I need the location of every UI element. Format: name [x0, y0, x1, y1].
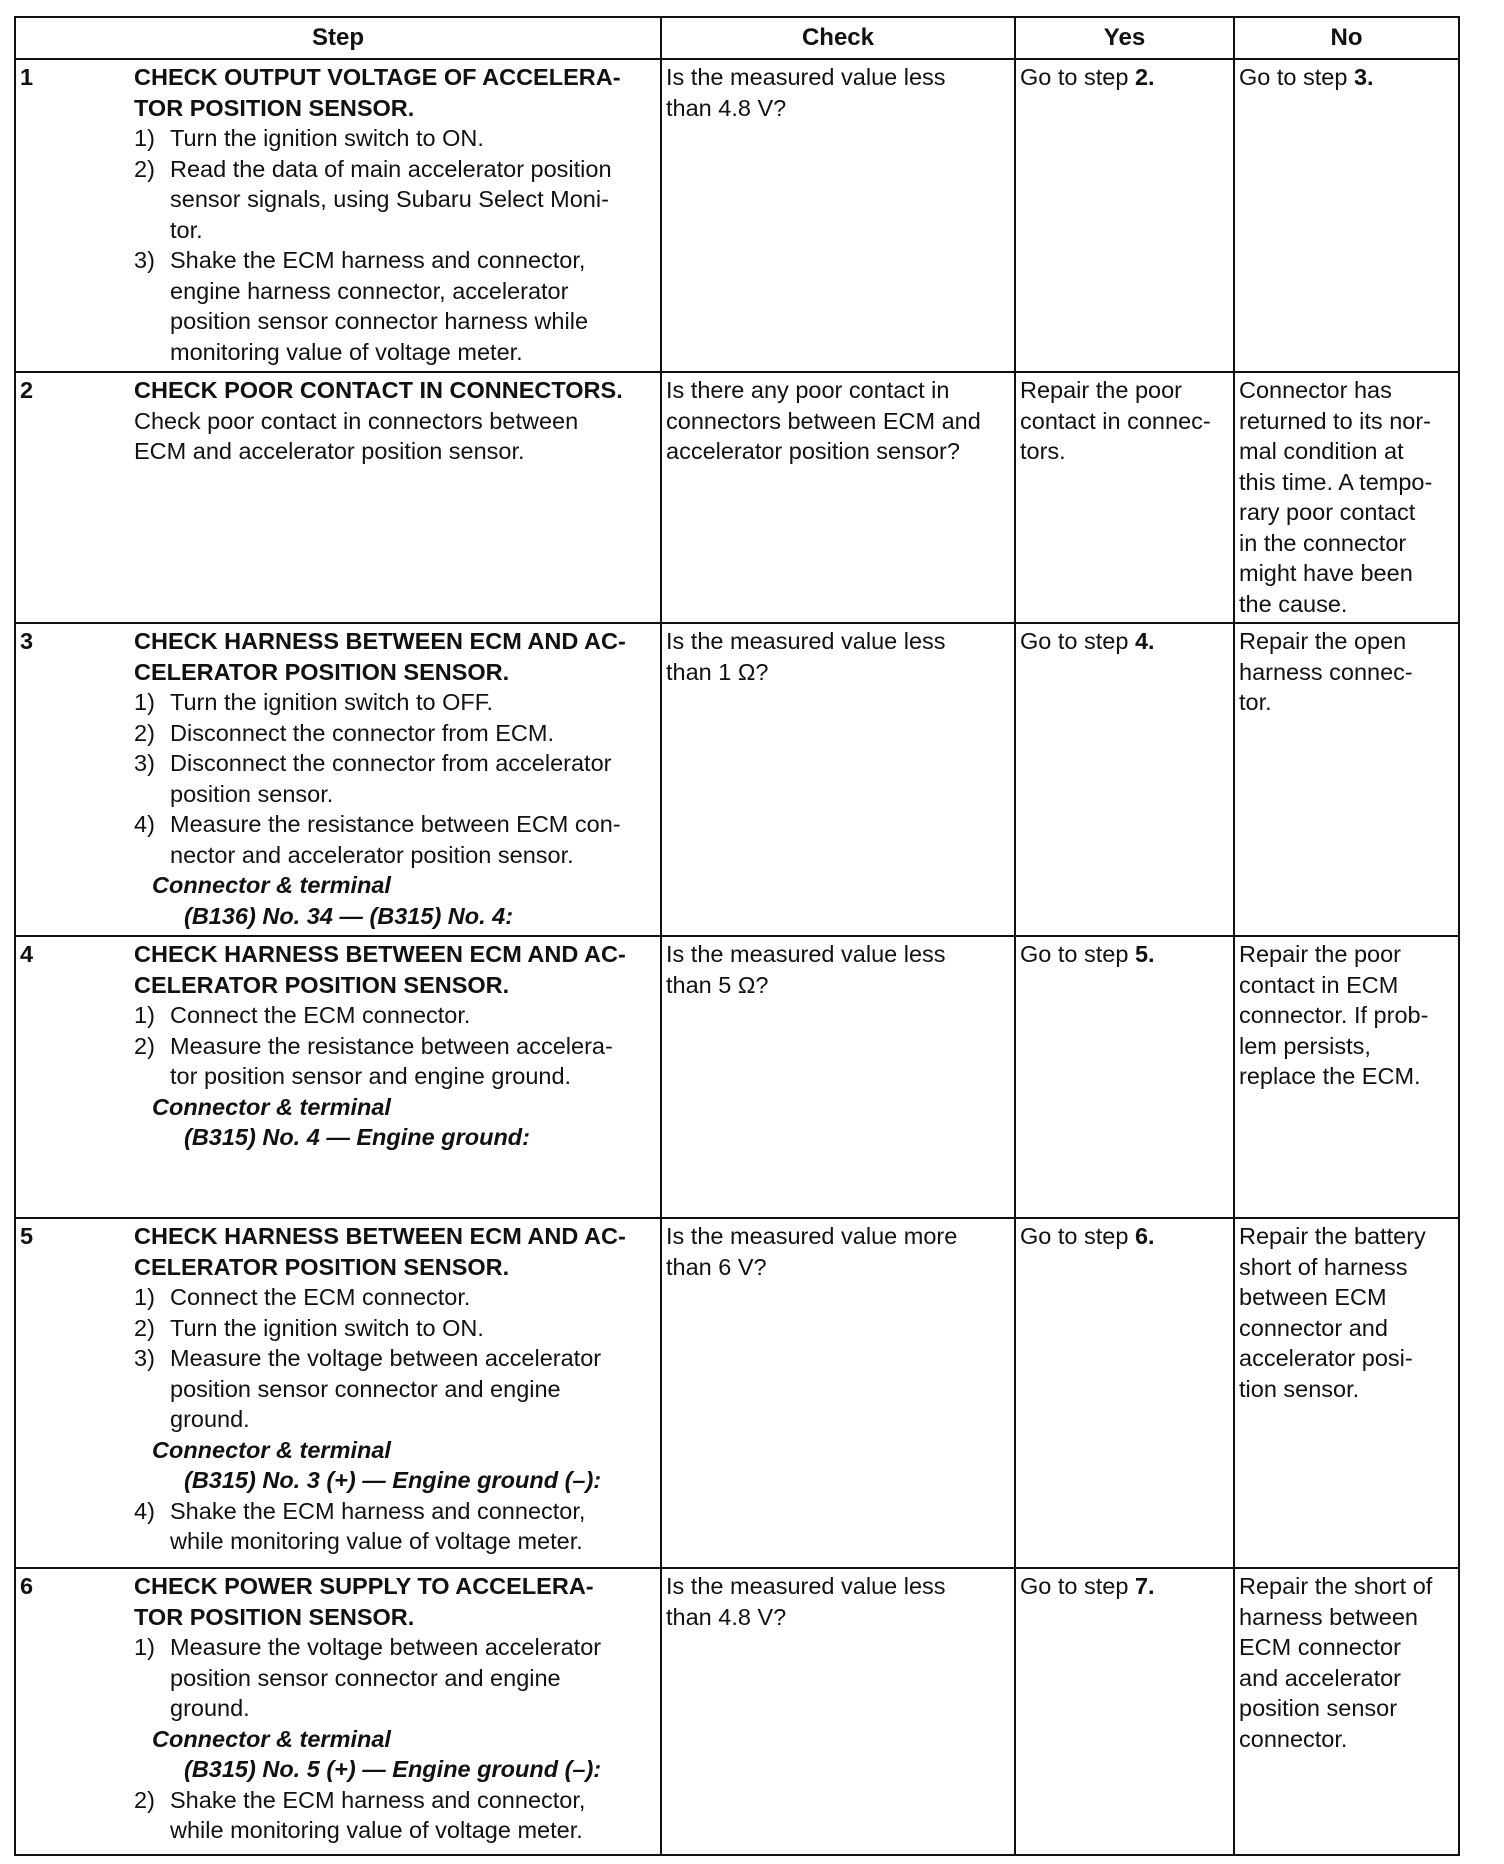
instruction-item [134, 1343, 654, 1435]
check-line: Is the measured value more [666, 1223, 958, 1249]
instruction-line: Shake the ECM harness and connector, [170, 247, 586, 273]
instruction-item [134, 1496, 654, 1557]
instruction-number: 3) [134, 1345, 155, 1371]
instruction-line: Disconnect the connector from ECM. [170, 719, 554, 746]
instruction-item [134, 1632, 654, 1724]
instruction-line: Turn the ignition switch to ON. [170, 1314, 484, 1341]
no-line: connector. If prob- [1239, 1002, 1429, 1028]
no-line: connector and [1239, 1314, 1388, 1341]
instruction-item [134, 718, 654, 749]
step-cell [15, 1218, 661, 1568]
no-line: harness connec- [1239, 658, 1413, 685]
no-line: between ECM [1239, 1284, 1387, 1310]
yes-step-ref: 5. [1134, 941, 1155, 967]
table-row [15, 623, 1459, 936]
check-line: Is the measured value less [666, 941, 946, 967]
yes-cell [1015, 1218, 1234, 1568]
instruction-text [170, 245, 654, 367]
connector-terminal-value: (B315) No. 4 — Engine ground: [184, 1124, 530, 1150]
step-title-line: CHECK POWER SUPPLY TO ACCELERA- [134, 1573, 594, 1599]
check-line: than 1 Ω? [666, 658, 769, 685]
instruction-text [170, 1632, 654, 1724]
header-no: No [1234, 17, 1459, 59]
check-cell [661, 623, 1015, 936]
instruction-text [170, 718, 654, 749]
instruction-line: Shake the ECM harness and connector, [170, 1786, 586, 1813]
instruction-line: while monitoring value of voltage meter. [170, 1817, 583, 1843]
instruction-number: 2) [134, 1786, 155, 1813]
instruction-text [170, 1496, 654, 1557]
no-cell [1234, 936, 1459, 1218]
instruction-line: Connect the ECM connector. [170, 1002, 471, 1028]
instruction-text [170, 1031, 654, 1092]
yes-goto-text: Go to step [1020, 941, 1135, 967]
instruction-item [134, 1785, 654, 1846]
instruction-number: 2) [134, 1314, 155, 1341]
yes-goto-text: Go to step [1020, 1223, 1135, 1249]
no-line: replace the ECM. [1239, 1063, 1421, 1089]
step-cell [15, 936, 661, 1218]
connector-terminal-value: (B315) No. 3 (+) — Engine ground (–): [184, 1467, 602, 1493]
check-line: connectors between ECM and [666, 407, 981, 434]
step-cell [15, 372, 661, 623]
instruction-line: monitoring value of voltage meter. [170, 338, 523, 365]
yes-goto-text: Go to step [1020, 64, 1135, 90]
step-body [134, 62, 656, 367]
no-goto-text: Go to step [1239, 64, 1354, 90]
no-cell [1234, 59, 1459, 372]
instruction-line: position sensor. [170, 780, 334, 807]
diagnostic-table [14, 16, 1460, 1856]
connector-terminal-label: Connector & terminal [152, 1093, 391, 1120]
yes-cell [1015, 372, 1234, 623]
check-line: accelerator position sensor? [666, 438, 960, 464]
instruction-line: Connect the ECM connector. [170, 1284, 471, 1310]
check-cell [661, 936, 1015, 1218]
check-cell [661, 1218, 1015, 1568]
step-number: 1 [20, 64, 34, 90]
step-body [134, 939, 656, 1153]
instruction-number: 2) [134, 719, 155, 746]
step-title [134, 939, 654, 1000]
no-cell [1234, 1568, 1459, 1855]
check-line: Is the measured value less [666, 64, 946, 90]
step-title-line: CELERATOR POSITION SENSOR. [134, 971, 510, 998]
step-body [134, 375, 656, 467]
step-title-line: CHECK HARNESS BETWEEN ECM AND AC- [134, 1223, 626, 1249]
step-title-line: CHECK HARNESS BETWEEN ECM AND AC- [134, 941, 626, 967]
instruction-line: ground. [170, 1695, 250, 1721]
no-line: short of harness [1239, 1253, 1408, 1280]
instruction-line: Disconnect the connector from accelerator [170, 750, 612, 776]
instruction-number: 1) [134, 1634, 155, 1660]
step-title [134, 375, 654, 406]
step-number: 3 [20, 628, 34, 654]
instruction-line: Shake the ECM harness and connector, [170, 1497, 586, 1524]
step-title [134, 62, 654, 123]
instruction-number: 1) [134, 1284, 155, 1310]
yes-cell [1015, 936, 1234, 1218]
step-cell [15, 59, 661, 372]
step-title-line: TOR POSITION SENSOR. [134, 1603, 415, 1630]
step-number: 2 [20, 377, 34, 403]
step-title-line: CELERATOR POSITION SENSOR. [134, 658, 510, 685]
instruction-text [170, 1313, 654, 1344]
table-row [15, 1568, 1459, 1855]
instruction-item [134, 748, 654, 809]
instruction-text [170, 748, 654, 809]
no-line: Repair the open [1239, 628, 1407, 654]
table-row [15, 1218, 1459, 1568]
check-cell [661, 59, 1015, 372]
instruction-item [134, 154, 654, 246]
instruction-text [170, 1000, 654, 1031]
instruction-item [134, 809, 654, 870]
instruction-item [134, 123, 654, 154]
instruction-line: ground. [170, 1406, 250, 1432]
no-line: connector. [1239, 1725, 1348, 1752]
instruction-line: position sensor connector harness while [170, 308, 589, 334]
step-title-line: CELERATOR POSITION SENSOR. [134, 1253, 510, 1280]
instruction-number: 2) [134, 1032, 155, 1059]
instruction-line: Turn the ignition switch to OFF. [170, 689, 494, 715]
check-line: than 4.8 V? [666, 94, 787, 121]
step-number: 4 [20, 941, 34, 967]
connector-terminal-value: (B315) No. 5 (+) — Engine ground (–): [184, 1756, 602, 1782]
check-line: Is the measured value less [666, 1573, 946, 1599]
instruction-text [170, 687, 654, 718]
check-cell [661, 1568, 1015, 1855]
no-line: returned to its nor- [1239, 407, 1432, 434]
step-description [134, 406, 654, 467]
yes-step-ref: 6. [1134, 1223, 1155, 1249]
yes-line: tors. [1020, 438, 1066, 464]
check-line: than 5 Ω? [666, 971, 769, 998]
no-line: ECM connector [1239, 1634, 1401, 1660]
step-title-line: CHECK OUTPUT VOLTAGE OF ACCELERA- [134, 64, 621, 90]
instruction-number: 4) [134, 1497, 155, 1524]
no-line: in the connector [1239, 529, 1407, 556]
no-line: position sensor [1239, 1695, 1398, 1721]
description-line: Check poor contact in connectors between [134, 407, 579, 434]
check-line: Is there any poor contact in [666, 377, 950, 403]
instruction-line: Measure the voltage between accelerator [170, 1345, 602, 1371]
instruction-line: Turn the ignition switch to ON. [170, 125, 484, 151]
no-line: lem persists, [1239, 1032, 1371, 1059]
no-line: Connector has [1239, 377, 1392, 403]
no-line: might have been [1239, 560, 1413, 586]
no-line: Repair the short of [1239, 1573, 1433, 1599]
check-cell [661, 372, 1015, 623]
instruction-line: position sensor connector and engine [170, 1664, 561, 1691]
instruction-line: Read the data of main accelerator position [170, 155, 612, 182]
instruction-line: nector and accelerator position sensor. [170, 841, 574, 868]
instruction-line: Measure the voltage between accelerator [170, 1634, 602, 1660]
instruction-line: Measure the resistance between ECM con- [170, 811, 621, 837]
step-body [134, 626, 656, 931]
instruction-number: 1) [134, 689, 155, 715]
no-line: Repair the battery [1239, 1223, 1426, 1249]
check-line: Is the measured value less [666, 628, 946, 654]
no-line: Repair the poor [1239, 941, 1401, 967]
instruction-number: 3) [134, 750, 155, 776]
header-check: Check [661, 17, 1015, 59]
step-body [134, 1571, 656, 1846]
table-body [15, 59, 1459, 1855]
no-line: contact in ECM [1239, 971, 1399, 998]
instruction-item [134, 1000, 654, 1031]
instruction-text [170, 154, 654, 246]
instruction-number: 1) [134, 1002, 155, 1028]
table-row [15, 59, 1459, 372]
no-step-ref: 3. [1353, 64, 1374, 90]
no-cell [1234, 1218, 1459, 1568]
step-cell [15, 623, 661, 936]
step-title-line: TOR POSITION SENSOR. [134, 94, 415, 121]
instruction-item [134, 245, 654, 367]
instruction-text [170, 123, 654, 154]
yes-line: contact in connec- [1020, 407, 1211, 434]
no-line: tion sensor. [1239, 1375, 1360, 1402]
no-line: harness between [1239, 1603, 1418, 1630]
no-line: accelerator posi- [1239, 1345, 1413, 1371]
yes-step-ref: 2. [1134, 64, 1155, 90]
step-body [134, 1221, 656, 1557]
instruction-item [134, 1031, 654, 1092]
yes-cell [1015, 1568, 1234, 1855]
description-line: ECM and accelerator position sensor. [134, 438, 525, 464]
no-line: this time. A tempo- [1239, 468, 1433, 495]
yes-goto-text: Go to step [1020, 628, 1135, 654]
yes-cell [1015, 59, 1234, 372]
step-title [134, 1571, 654, 1632]
header-yes: Yes [1015, 17, 1234, 59]
no-line: tor. [1239, 689, 1272, 715]
step-title [134, 1221, 654, 1282]
instruction-line: while monitoring value of voltage meter. [170, 1528, 583, 1554]
instruction-number: 3) [134, 247, 155, 273]
yes-goto-text: Go to step [1020, 1573, 1135, 1599]
step-title-line: CHECK HARNESS BETWEEN ECM AND AC- [134, 628, 626, 654]
connector-terminal-label: Connector & terminal [152, 1436, 391, 1463]
table-row [15, 372, 1459, 623]
connector-terminal-label: Connector & terminal [152, 872, 391, 898]
instruction-item [134, 1313, 654, 1344]
no-line: rary poor contact [1239, 499, 1416, 525]
yes-step-ref: 7. [1134, 1573, 1155, 1599]
instruction-line: sensor signals, using Subaru Select Moni- [170, 186, 609, 212]
connector-terminal-value: (B136) No. 34 — (B315) No. 4: [184, 902, 514, 929]
step-cell [15, 1568, 661, 1855]
yes-line: Repair the poor [1020, 377, 1182, 403]
yes-step-ref: 4. [1134, 628, 1155, 654]
no-cell [1234, 372, 1459, 623]
instruction-number: 4) [134, 811, 155, 837]
no-cell [1234, 623, 1459, 936]
table-header-row [15, 17, 1459, 59]
instruction-text [170, 1282, 654, 1313]
no-line: and accelerator [1239, 1664, 1401, 1691]
instruction-line: tor. [170, 216, 203, 243]
step-number: 6 [20, 1573, 34, 1599]
instruction-line: position sensor connector and engine [170, 1375, 561, 1402]
instruction-item [134, 1282, 654, 1313]
instruction-text [170, 1785, 654, 1846]
instruction-line: engine harness connector, accelerator [170, 277, 569, 304]
step-title-line: CHECK POOR CONTACT IN CONNECTORS. [134, 377, 623, 403]
instruction-number: 1) [134, 125, 155, 151]
yes-cell [1015, 623, 1234, 936]
connector-terminal-label: Connector & terminal [152, 1725, 391, 1752]
check-line: than 6 V? [666, 1253, 767, 1280]
instruction-line: Measure the resistance between accelera- [170, 1032, 613, 1059]
instruction-number: 2) [134, 155, 155, 182]
instruction-text [170, 1343, 654, 1435]
step-title [134, 626, 654, 687]
header-step: Step [15, 17, 661, 59]
table-row [15, 936, 1459, 1218]
step-number: 5 [20, 1223, 34, 1249]
instruction-line: tor position sensor and engine ground. [170, 1063, 572, 1089]
instruction-item [134, 687, 654, 718]
no-line: mal condition at [1239, 438, 1404, 464]
no-line: the cause. [1239, 590, 1348, 617]
check-line: than 4.8 V? [666, 1603, 787, 1630]
instruction-text [170, 809, 654, 870]
